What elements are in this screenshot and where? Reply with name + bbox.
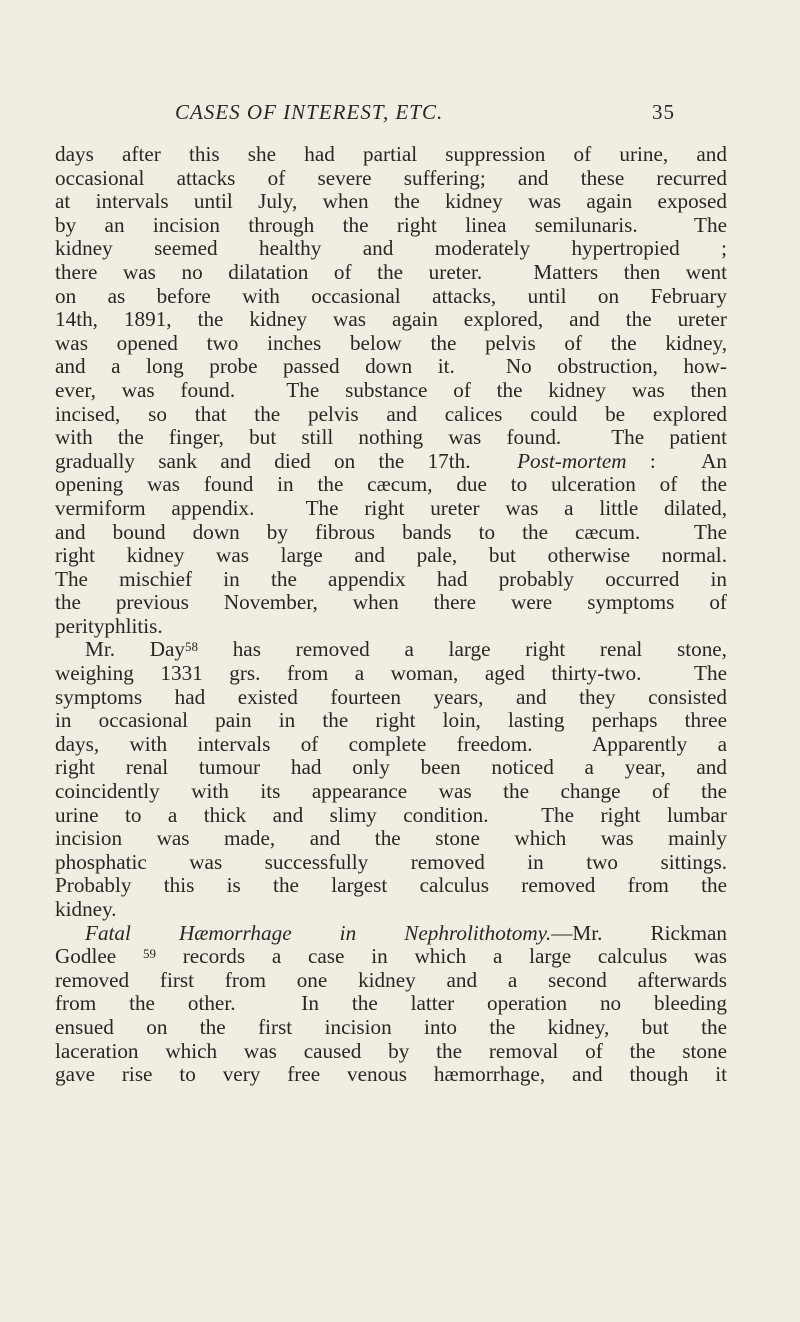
text-segment: perityphlitis. (55, 613, 163, 638)
text-segment: incised, so that the pelvis and calices could be explored (55, 401, 727, 426)
text-segment: 14th, 1891, the kidney was again explored, and the ureter (55, 307, 727, 332)
text-line (55, 780, 727, 804)
text-segment: symptoms had existed fourteen years, and they consisted (55, 684, 727, 709)
text-segment: in occasional pain in the right loin, lasting perhaps three (55, 708, 727, 733)
text-segment: and bound down by fibrous bands to the cæcum. The (55, 519, 727, 544)
text-segment: coincidently with its appearance was the change of the (55, 779, 727, 804)
text-segment: from the other. In the latter operation no bleeding (55, 991, 727, 1016)
text-segment: gave rise to very free venous hæmorrhage, and though it (55, 1062, 727, 1087)
text-line (55, 638, 727, 662)
text-segment: —Mr. Rickman (551, 920, 727, 945)
text-line (55, 261, 727, 285)
text-line (55, 945, 727, 969)
running-title: CASES OF INTEREST, ETC. (175, 100, 444, 124)
text-line (55, 497, 727, 521)
text-line (55, 898, 727, 922)
text-line (55, 1016, 727, 1040)
text-segment: phosphatic was successfully removed in two sittings. (55, 849, 727, 874)
text-segment: by an incision through the right linea semilunaris. The (55, 212, 727, 237)
text-line (55, 379, 727, 403)
text-line (55, 403, 727, 427)
text-segment: Post-mortem (517, 448, 627, 473)
text-line (55, 143, 727, 167)
text-line (55, 426, 727, 450)
text-segment: kidney seemed healthy and moderately hypertropied ; (55, 236, 727, 261)
text-segment: on as before with occasional attacks, until on February (55, 283, 727, 308)
text-segment: kidney. (55, 897, 117, 921)
text-segment: urine to a thick and slimy condition. The right lumbar (55, 802, 727, 827)
text-line (55, 709, 727, 733)
page-number: 35 (652, 100, 675, 124)
text-segment: vermiform appendix. The right ureter was a little dilated, (55, 495, 727, 520)
text-line (55, 1040, 727, 1064)
text-line (55, 214, 727, 238)
text-segment: laceration which was caused by the removal of the stone (55, 1038, 727, 1063)
text-segment: has removed a large right renal stone, (198, 637, 727, 662)
text-segment: occasional attacks of severe suffering; and these recurred (55, 165, 727, 190)
text-line (55, 615, 727, 639)
text-line (55, 733, 727, 757)
text-segment: with the finger, but still nothing was found. The patient (55, 425, 727, 450)
body-text (55, 143, 727, 1087)
text-segment: right renal tumour had only been noticed a year, and (55, 755, 727, 780)
text-line (55, 568, 727, 592)
text-line (55, 450, 727, 474)
text-segment: incision was made, and the stone which was mainly (55, 826, 727, 851)
text-line (55, 874, 727, 898)
text-line (55, 1063, 727, 1087)
text-segment: days after this she had partial suppression of urine, and (55, 142, 727, 166)
text-line (55, 662, 727, 686)
text-segment: was opened two inches below the pelvis of the kidney, (55, 330, 727, 355)
text-segment: The mischief in the appendix had probably occurred in (55, 566, 727, 591)
text-segment: at intervals until July, when the kidney was again exposed (55, 189, 727, 214)
text-segment: the previous November, when there were symptoms of (55, 590, 727, 615)
text-segment: there was no dilatation of the ureter. Matters then went (55, 259, 727, 284)
text-line (55, 521, 727, 545)
footnote-reference: 58 (185, 639, 199, 655)
text-segment: opening was found in the cæcum, due to ulceration of the (55, 472, 727, 497)
text-line (55, 969, 727, 993)
text-segment: days, with intervals of complete freedom. Apparently a (55, 731, 727, 756)
text-line (55, 190, 727, 214)
text-segment: records a case in which a large calculus was (155, 944, 727, 969)
text-line (55, 332, 727, 356)
text-segment: right kidney was large and pale, but otherwise normal. (55, 543, 727, 568)
text-line (55, 804, 727, 828)
footnote-reference: 59 (142, 946, 156, 962)
running-head (175, 100, 675, 130)
text-line (55, 308, 727, 332)
text-segment: gradually sank and died on the 17th. (55, 448, 518, 473)
text-line (55, 686, 727, 710)
text-line (55, 355, 727, 379)
text-segment: and a long probe passed down it. No obstruction, how- (55, 354, 727, 379)
text-line (55, 237, 727, 261)
text-segment: weighing 1331 grs. from a woman, aged thirty-two. The (55, 661, 727, 686)
text-segment: removed first from one kidney and a second afterwards (55, 967, 727, 992)
text-segment: Godlee (55, 944, 143, 969)
text-line (55, 591, 727, 615)
text-line (55, 756, 727, 780)
text-line (55, 285, 727, 309)
text-segment: Fatal Hæmorrhage in Nephrolithotomy. (85, 920, 552, 945)
text-segment: : An (626, 448, 727, 473)
text-line (55, 851, 727, 875)
text-segment: Mr. Day (85, 637, 186, 662)
text-segment: ever, was found. The substance of the kidney was then (55, 377, 727, 402)
text-line (55, 827, 727, 851)
text-segment: Probably this is the largest calculus removed from the (55, 873, 727, 898)
text-line (55, 544, 727, 568)
text-line (55, 167, 727, 191)
text-segment: ensued on the first incision into the kidney, but the (55, 1014, 727, 1039)
text-line (55, 992, 727, 1016)
text-line (55, 922, 727, 946)
text-line (55, 473, 727, 497)
